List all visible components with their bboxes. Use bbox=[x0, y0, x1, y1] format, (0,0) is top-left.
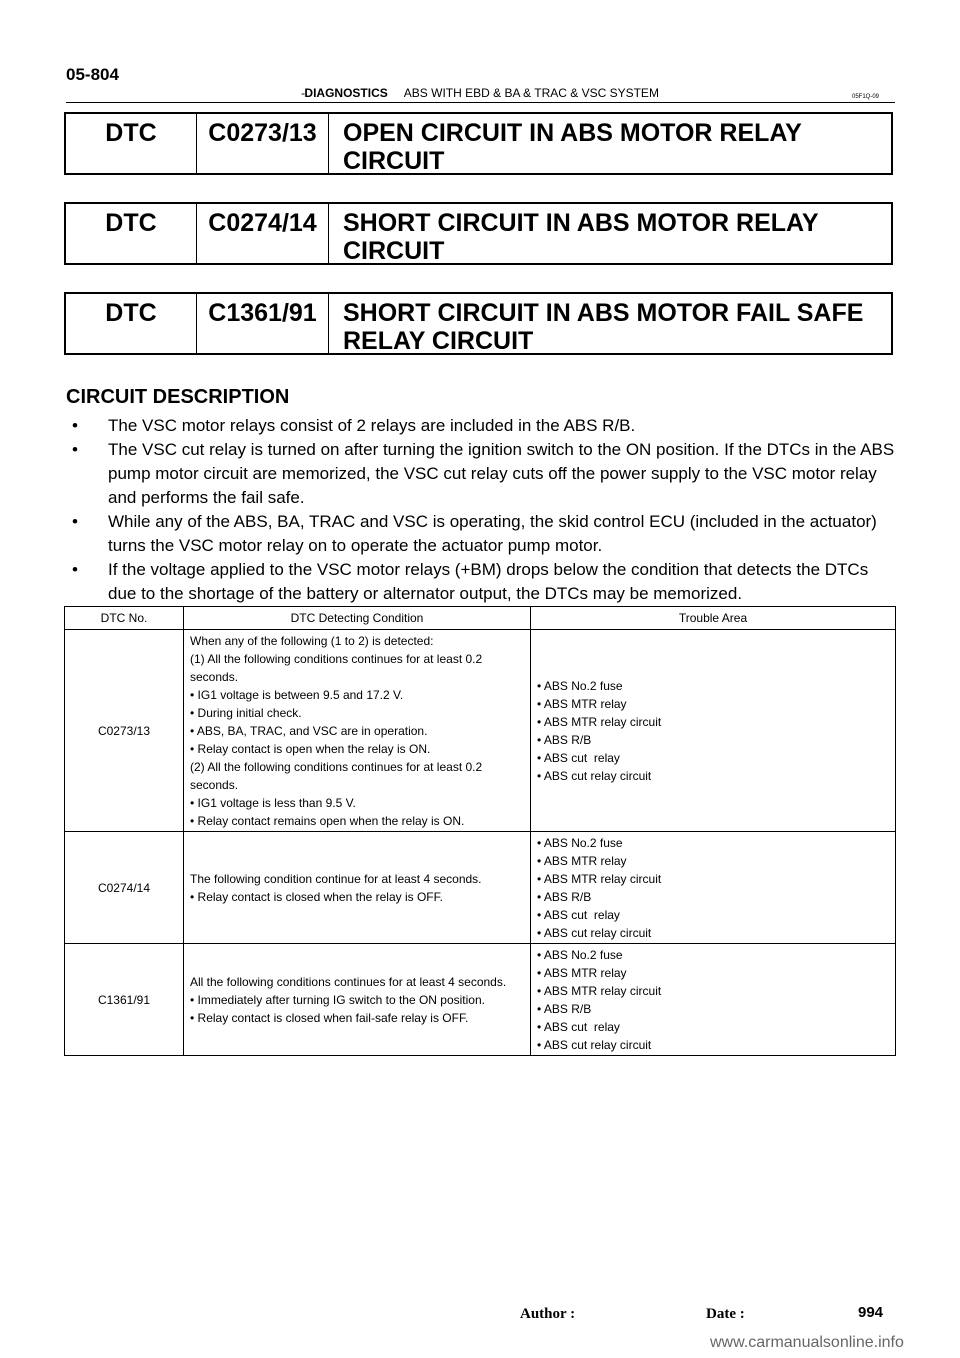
description-item: • While any of the ABS, BA, TRAC and VSC is operating, the skid control ECU (included in the actuator) turns the VSC motor relay on to operate the actuator pump motor. bbox=[66, 510, 896, 558]
column-header: DTC No. bbox=[65, 607, 184, 630]
dtc-title-box bbox=[64, 112, 893, 175]
dtc-title bbox=[329, 114, 891, 173]
date-label: Date : bbox=[706, 1306, 745, 1322]
description-item: • The VSC motor relays consist of 2 relays are included in the ABS R/B. bbox=[66, 414, 896, 438]
dtc-title-line: CIRCUIT bbox=[343, 237, 445, 265]
header-separator: - bbox=[301, 86, 306, 100]
table-header-row bbox=[65, 607, 896, 630]
dtc-title bbox=[329, 294, 891, 353]
table-row bbox=[65, 832, 896, 944]
condition-cell bbox=[184, 944, 531, 1056]
dtc-number-cell: C1361/91 bbox=[65, 944, 184, 1056]
condition-text: When any of the following (1 to 2) is detected: (1) All the following conditions continues for at least 0.2 seconds. • IG1 voltage is between 9.5 and 17.2 V. • During initial check. • ABS, BA, TRAC, and VSC are in operation. • Relay contact is open when the relay is ON. (2) All the following conditions continues for at least 0.2 seconds. • IG1 voltage is less than 9.5 V. • Relay contact remains open when the relay is ON. bbox=[190, 633, 483, 828]
dtc-number-cell: C0273/13 bbox=[65, 630, 184, 832]
dtc-title-line: RELAY CIRCUIT bbox=[343, 327, 534, 355]
description-item: • The VSC cut relay is turned on after turning the ignition switch to the ON position. If the DTCs in the ABS pump motor circuit are memorized, the VSC cut relay cuts off the power supply to the VSC motor relay and performs the fail safe. bbox=[66, 438, 896, 510]
dtc-code: C1361/91 bbox=[197, 294, 329, 353]
page-number: 05-804 bbox=[66, 65, 119, 84]
author-label: Author : bbox=[520, 1306, 576, 1322]
dtc-title-line: SHORT CIRCUIT IN ABS MOTOR RELAY bbox=[343, 209, 819, 237]
trouble-area-cell bbox=[531, 944, 896, 1056]
dtc-title-line: OPEN CIRCUIT IN ABS MOTOR RELAY bbox=[343, 119, 802, 147]
dtc-table bbox=[64, 606, 896, 1056]
watermark: www.carmanualsonline.info bbox=[710, 1334, 904, 1351]
running-header bbox=[0, 86, 960, 100]
trouble-area-text: • ABS No.2 fuse • ABS MTR relay • ABS MTR relay circuit • ABS R/B • ABS cut relay • ABS cut relay circuit bbox=[537, 835, 662, 940]
dtc-number-cell: C0274/14 bbox=[65, 832, 184, 944]
dtc-title-box bbox=[64, 202, 893, 265]
dtc-title-box bbox=[64, 292, 893, 355]
dtc-label: DTC bbox=[66, 204, 197, 263]
dtc-title-line: CIRCUIT bbox=[343, 147, 445, 175]
condition-text: All the following conditions continues for at least 4 seconds. • Immediately after turning IG switch to the ON position. • Relay contact is closed when fail-safe relay is OFF. bbox=[190, 974, 507, 1025]
trouble-area-text: • ABS No.2 fuse • ABS MTR relay • ABS MTR relay circuit • ABS R/B • ABS cut relay • ABS cut relay circuit bbox=[537, 678, 662, 783]
column-header: Trouble Area bbox=[531, 607, 896, 630]
condition-text: The following condition continue for at least 4 seconds. • Relay contact is closed when the relay is OFF. bbox=[190, 871, 482, 904]
condition-cell bbox=[184, 832, 531, 944]
trouble-area-text: • ABS No.2 fuse • ABS MTR relay • ABS MTR relay circuit • ABS R/B • ABS cut relay • ABS cut relay circuit bbox=[537, 947, 662, 1052]
description-item: • If the voltage applied to the VSC motor relays (+BM) drops below the condition that detects the DTCs due to the shortage of the battery or alternator output, the DTCs may be memorized. bbox=[66, 558, 896, 606]
column-header: DTC Detecting Condition bbox=[184, 607, 531, 630]
dtc-code: C0274/14 bbox=[197, 204, 329, 263]
dtc-title bbox=[329, 204, 891, 263]
section-heading: CIRCUIT DESCRIPTION bbox=[66, 386, 290, 408]
header-code: 05F1Q-09 bbox=[852, 94, 880, 100]
table-row bbox=[65, 944, 896, 1056]
dtc-label: DTC bbox=[66, 294, 197, 353]
trouble-area-cell bbox=[531, 832, 896, 944]
table-row bbox=[65, 630, 896, 832]
dtc-title-line: SHORT CIRCUIT IN ABS MOTOR FAIL SAFE bbox=[343, 299, 864, 327]
footer-page-number: 994 bbox=[858, 1304, 884, 1321]
trouble-area-cell bbox=[531, 630, 896, 832]
header-divider bbox=[66, 102, 895, 103]
header-section: DIAGNOSTICS bbox=[304, 86, 388, 100]
condition-cell bbox=[184, 630, 531, 832]
header-subsection: ABS WITH EBD & BA & TRAC & VSC SYSTEM bbox=[403, 86, 659, 100]
description-list bbox=[66, 414, 896, 606]
dtc-label: DTC bbox=[66, 114, 197, 173]
dtc-code: C0273/13 bbox=[197, 114, 329, 173]
